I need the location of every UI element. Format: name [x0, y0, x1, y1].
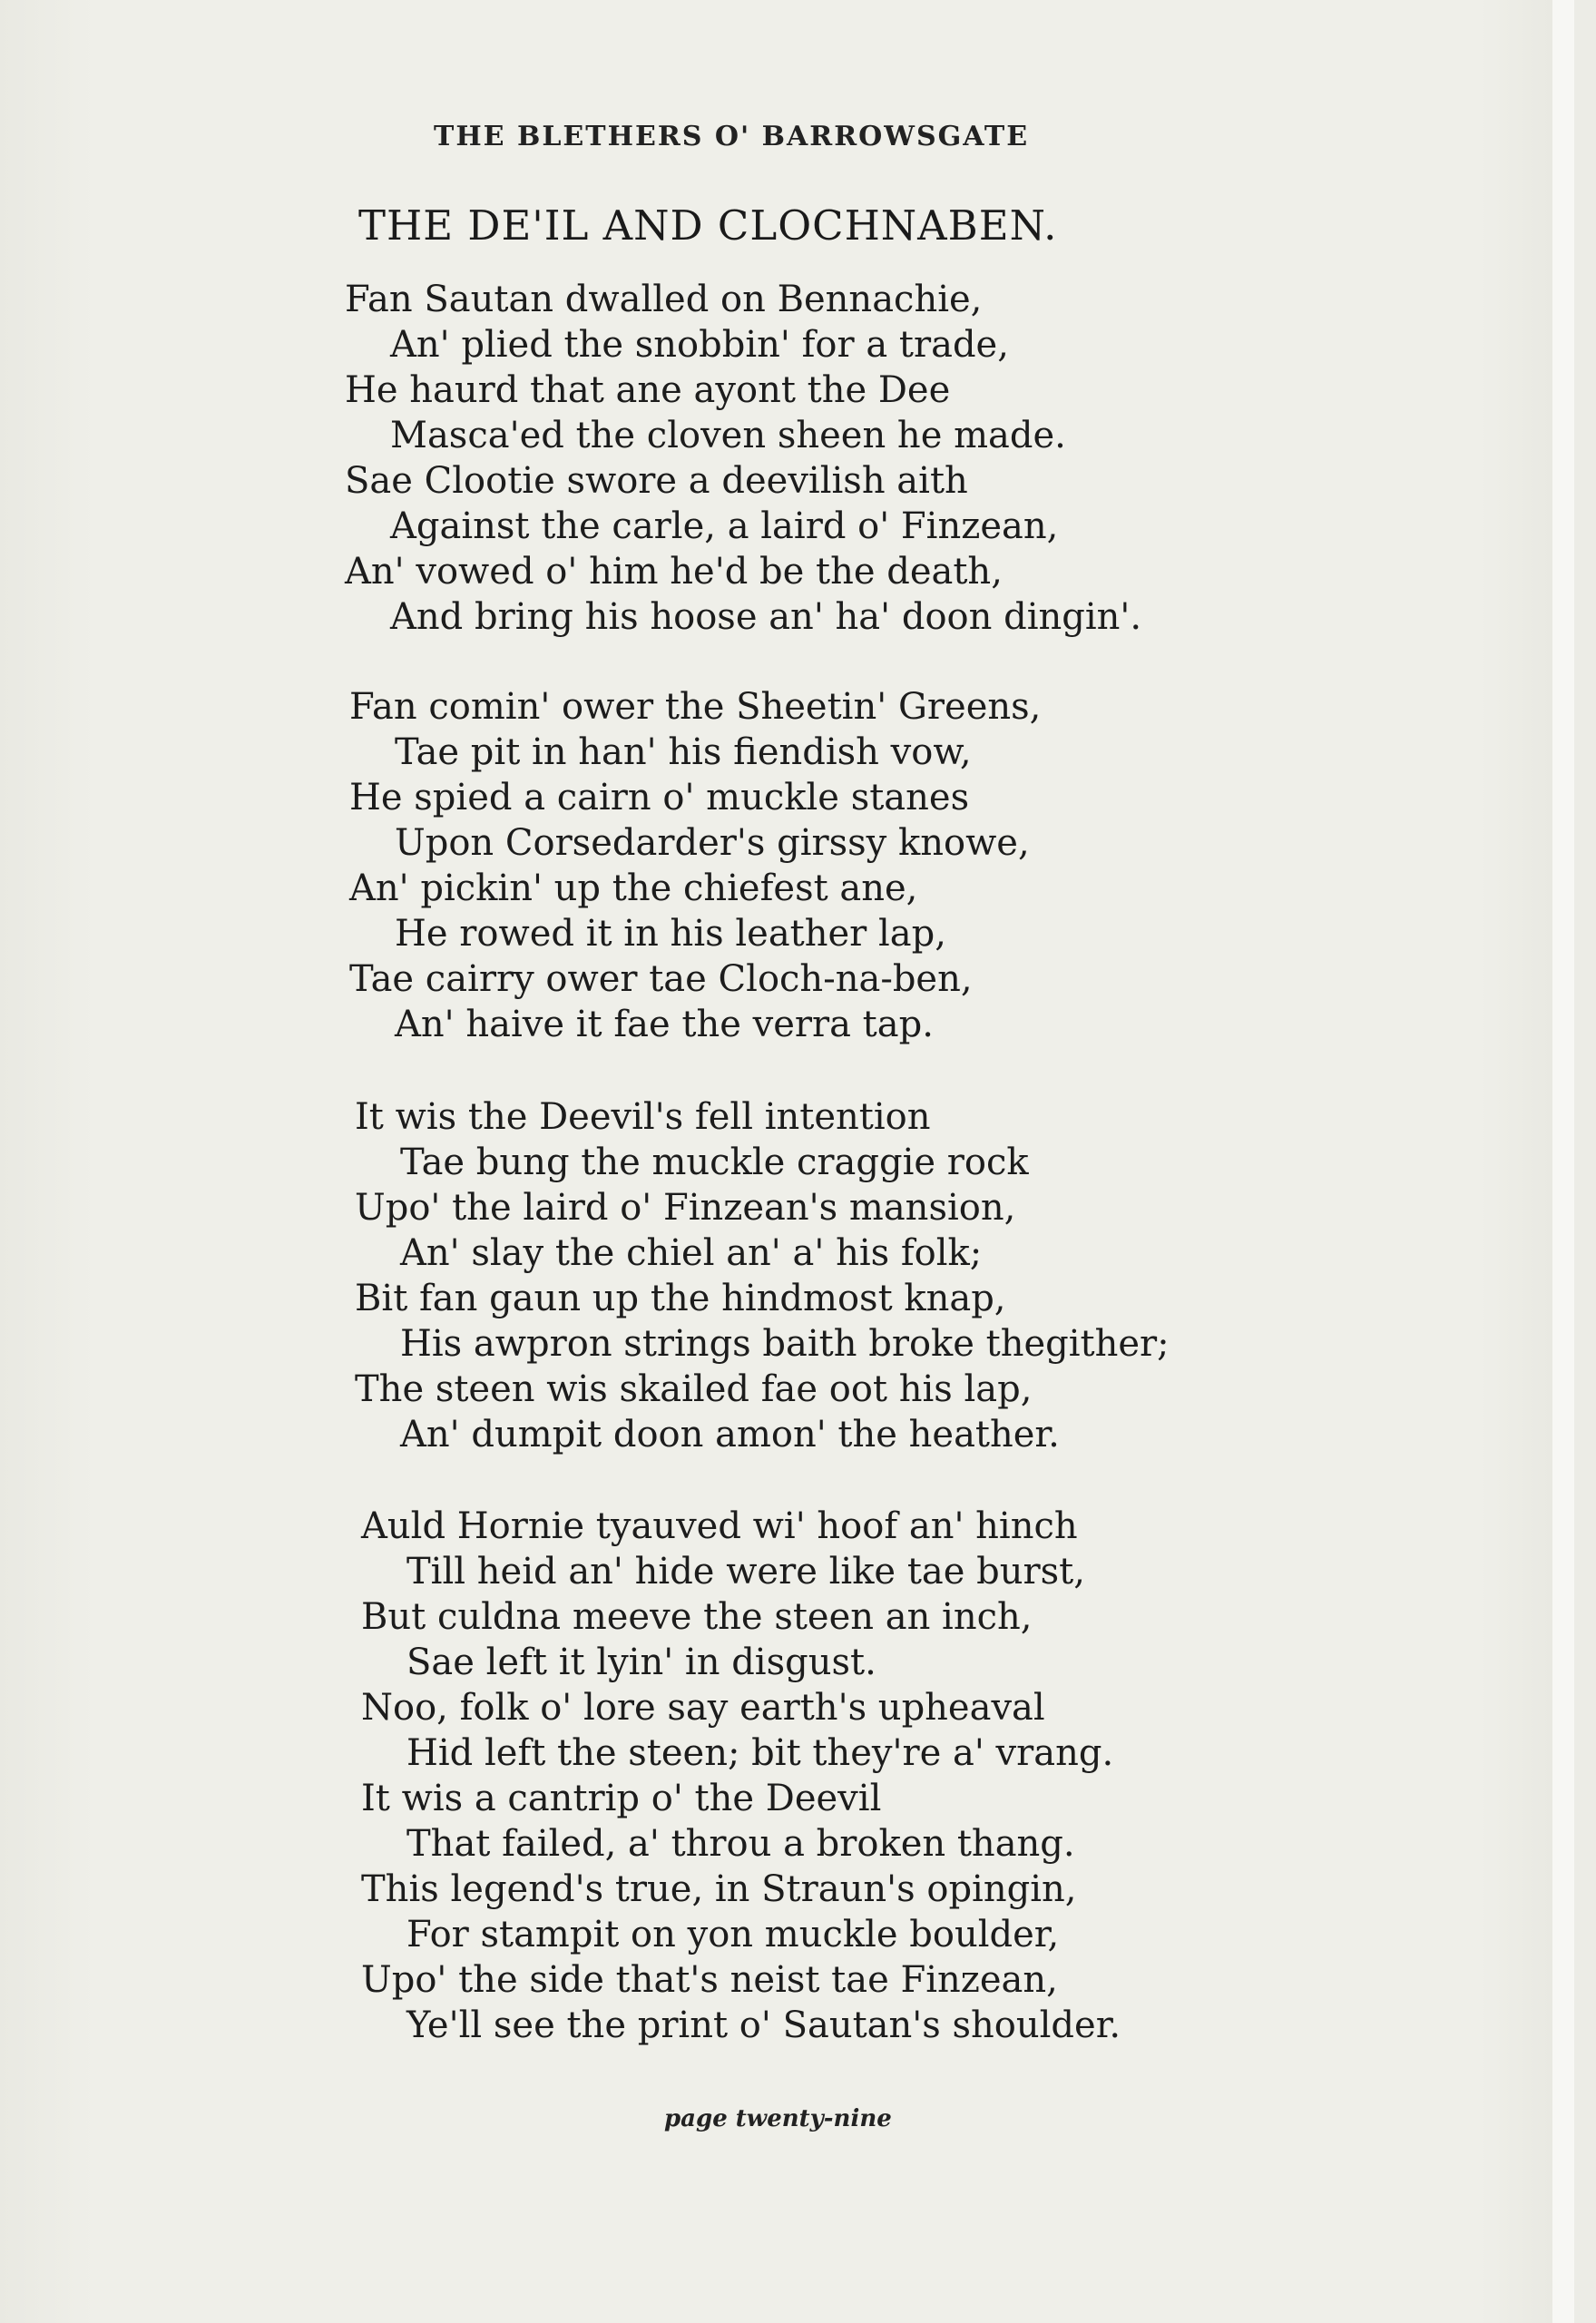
poem-line: Upo' the laird o' Finzean's mansion,: [355, 1187, 1016, 1229]
poem-line: Tae pit in han' his fiendish vow,: [395, 731, 972, 773]
poem-line: An' vowed o' him he'd be the death,: [345, 551, 1003, 593]
poem-line: And bring his hoose an' ha' doon dingin'.: [390, 596, 1142, 638]
poem-line: The steen wis skailed fae oot his lap,: [355, 1368, 1033, 1410]
page-edge: [1552, 0, 1574, 2323]
poem-line: Auld Hornie tyauved wi' hoof an' hinch: [361, 1505, 1078, 1547]
poem-line: He spied a cairn o' muckle stanes: [349, 777, 970, 818]
poem-title: THE DE'IL AND CLOCHNABEN.: [358, 201, 1058, 250]
page-number: page twenty-nine: [664, 2105, 892, 2132]
poem-line: He rowed it in his leather lap,: [395, 913, 946, 955]
poem-line: He haurd that ane ayont the Dee: [345, 369, 951, 411]
poem-line: Against the carle, a laird o' Finzean,: [390, 505, 1059, 547]
poem-line: Masca'ed the cloven sheen he made.: [390, 415, 1066, 456]
poem-line: This legend's true, in Straun's opingin,: [361, 1868, 1077, 1910]
running-header: THE BLETHERS O' BARROWSGATE: [434, 121, 1030, 152]
poem-line: Till heid an' hide were like tae burst,: [406, 1551, 1085, 1593]
poem-line: It wis the Deevil's fell intention: [355, 1096, 931, 1138]
poem-line: An' haive it fae the verra tap.: [395, 1004, 934, 1045]
poem-line: For stampit on yon muckle boulder,: [406, 1914, 1060, 1955]
poem-line: His awpron strings baith broke thegither;: [400, 1323, 1170, 1365]
poem-line: Tae cairry ower tae Cloch-na-ben,: [349, 958, 973, 1000]
poem-line: An' plied the snobbin' for a trade,: [390, 324, 1009, 366]
poem-line: Fan Sautan dwalled on Bennachie,: [345, 279, 983, 320]
poem-line: But culdna meeve the steen an inch,: [361, 1596, 1033, 1638]
poem-line: An' slay the chiel an' a' his folk;: [400, 1232, 983, 1274]
poem-line: Hid left the steen; bit they're a' vrang.: [406, 1732, 1114, 1774]
poem-line: Upon Corsedarder's girssy knowe,: [395, 822, 1030, 864]
stanza: [355, 1094, 1170, 1457]
poem-line: Bit fan gaun up the hindmost knap,: [355, 1278, 1006, 1319]
poem-line: It wis a cantrip o' the Deevil: [361, 1778, 882, 1819]
poem-line: Upo' the side that's neist tae Finzean,: [361, 1959, 1058, 2001]
stanza: [349, 684, 1041, 1047]
poem-line: Ye'll see the print o' Sautan's shoulder.: [406, 2004, 1121, 2046]
stanza: [345, 277, 1141, 640]
poem-line: Sae left it lyin' in disgust.: [406, 1642, 876, 1683]
poem-line: An' dumpit doon amon' the heather.: [400, 1414, 1060, 1456]
poem-line: An' pickin' up the chiefest ane,: [349, 867, 918, 909]
poem-line: Fan comin' ower the Sheetin' Greens,: [349, 686, 1042, 728]
stanza: [361, 1504, 1121, 2048]
poem-line: Sae Clootie swore a deevilish aith: [345, 460, 968, 502]
poem-line: That failed, a' throu a broken thang.: [406, 1823, 1075, 1865]
poem-line: Noo, folk o' lore say earth's upheaval: [361, 1687, 1045, 1729]
poem-line: Tae bung the muckle craggie rock: [400, 1142, 1029, 1183]
